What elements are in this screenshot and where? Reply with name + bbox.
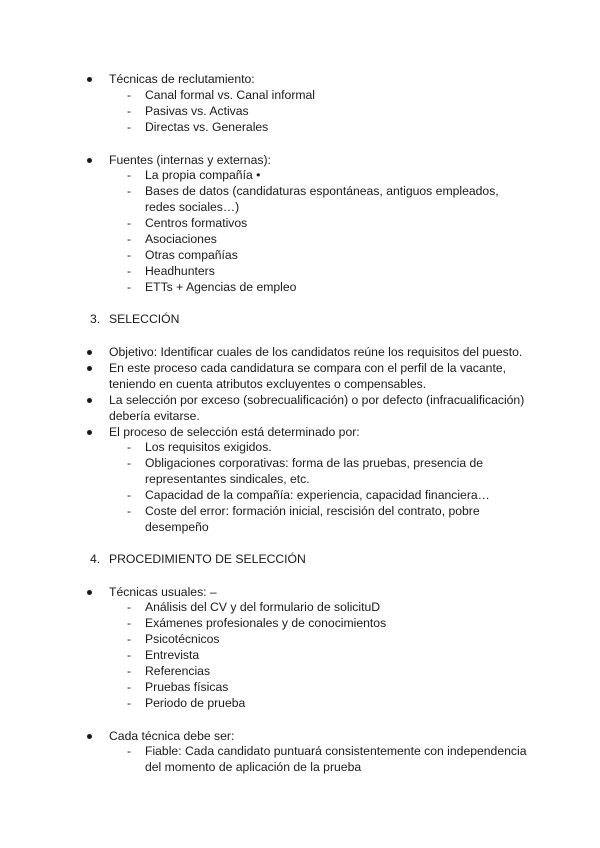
section-number: 4. [90, 552, 101, 566]
bullet [86, 393, 94, 409]
dash [127, 104, 135, 118]
dash [127, 664, 135, 678]
dash [127, 504, 135, 518]
sub-item: Referencias [145, 664, 211, 678]
sub-item: Análisis del CV y del formulario de solicituD [145, 600, 381, 614]
list-item-continuation: debería evitarse. [109, 409, 200, 423]
sub-item: Entrevista [145, 648, 200, 662]
dash [127, 680, 135, 694]
section-heading: PROCEDIMIENTO DE SELECCIÓN [109, 552, 306, 566]
sub-item-continuation: redes sociales…) [145, 200, 240, 214]
sub-item: Canal formal vs. Canal informal [145, 88, 316, 102]
sub-item: Exámenes profesionales y de conocimientos [145, 616, 387, 630]
dash [127, 440, 135, 454]
bullet [86, 345, 94, 361]
bullet [86, 729, 94, 745]
sub-item: Capacidad de la compañía: experiencia, capacidad financiera… [145, 488, 490, 502]
sub-item: Centros formativos [145, 216, 248, 230]
list-item-continuation: teniendo en cuenta atributos excluyentes o compensables. [109, 377, 427, 391]
bullet [86, 361, 94, 377]
list-item-tecnicas-title: Técnicas de reclutamiento: [109, 72, 255, 86]
dash [127, 696, 135, 710]
sub-item: Periodo de prueba [145, 696, 246, 710]
list-item: Objetivo: Identificar cuales de los candidatos reúne los requisitos del puesto. [109, 345, 523, 359]
dash [127, 232, 135, 246]
sub-item: Obligaciones corporativas: forma de las pruebas, presencia de [145, 456, 484, 470]
dash [127, 744, 135, 758]
dash [127, 456, 135, 470]
dash [127, 632, 135, 646]
sub-item: Otras compañías [145, 248, 238, 262]
list-item: Cada técnica debe ser: [109, 729, 235, 743]
bullet [86, 72, 94, 88]
dash [127, 120, 135, 134]
sub-item: ETTs + Agencias de empleo [145, 280, 297, 294]
dash [127, 168, 135, 182]
sub-item: Fiable: Cada candidato puntuará consistentemente con independencia [145, 744, 527, 758]
sub-item: Pasivas vs. Activas [145, 104, 249, 118]
bullet [86, 153, 94, 169]
dash [127, 616, 135, 630]
sub-item-continuation: representantes sindicales, etc. [145, 472, 310, 486]
dash [127, 216, 135, 230]
dash [127, 88, 135, 102]
sub-item: Directas vs. Generales [145, 120, 269, 134]
section-heading: SELECCIÓN [109, 312, 180, 326]
dash [127, 264, 135, 278]
list-item: La selección por exceso (sobrecualificación) o por defecto (infracualificación) [109, 393, 525, 407]
dash [127, 648, 135, 662]
list-item: Técnicas usuales: – [109, 585, 217, 599]
sub-item: Bases de datos (candidaturas espontáneas, antiguos empleados, [145, 184, 499, 198]
sub-item: Psicotécnicos [145, 632, 220, 646]
dash [127, 600, 135, 614]
sub-item: Coste del error: formación inicial, rescisión del contrato, pobre [145, 504, 480, 518]
dash [127, 248, 135, 262]
sub-item-continuation: desempeño [145, 520, 209, 534]
dash [127, 184, 135, 198]
sub-item: Headhunters [145, 264, 215, 278]
sub-item: Asociaciones [145, 232, 217, 246]
list-item: En este proceso cada candidatura se compara con el perfil de la vacante, [109, 361, 507, 375]
sub-item: Los requisitos exigidos. [145, 440, 272, 454]
section-number: 3. [90, 312, 101, 326]
dash [127, 280, 135, 294]
dash [127, 488, 135, 502]
list-item: El proceso de selección está determinado por: [109, 425, 360, 439]
list-item-fuentes-title: Fuentes (internas y externas): [109, 153, 271, 167]
bullet [86, 585, 94, 601]
bullet [86, 425, 94, 441]
sub-item-continuation: del momento de aplicación de la prueba [145, 760, 362, 774]
sub-item: La propia compañía • [145, 168, 261, 182]
sub-item: Pruebas físicas [145, 680, 229, 694]
